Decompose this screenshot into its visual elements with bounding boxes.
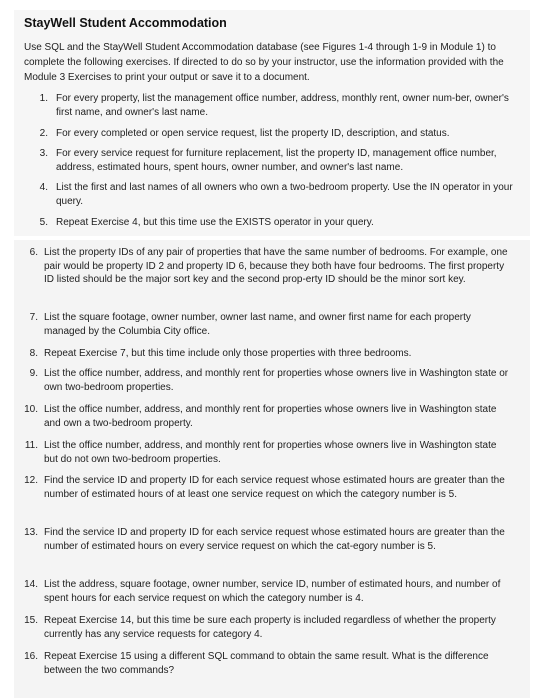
- exercise-number: 8.: [29, 348, 38, 359]
- exercise-text: For every property, list the management office number, address, monthly rent, owner num-ber, owner's first name, and owner's last name.: [56, 93, 509, 118]
- exercise-number: 3.: [39, 148, 48, 159]
- exercise-number: 15.: [24, 615, 38, 626]
- exercise-number: 14.: [24, 579, 38, 590]
- exercise-number: 11.: [24, 440, 38, 451]
- exercise-text: List the first and last names of all owners who own a two-bedroom property. Use the IN operator in your query.: [56, 182, 513, 207]
- exercise-text: List the office number, address, and monthly rent for properties whose owners live in Washington state or own two-bedroom properties.: [44, 368, 509, 393]
- exercise-text: For every completed or open service request, list the property ID, description, and status.: [56, 128, 450, 139]
- exercise-number: 1.: [39, 93, 48, 104]
- exercise-number: 12.: [24, 475, 38, 486]
- exercise-text: Repeat Exercise 15 using a different SQL command to obtain the same result. What is the difference between the two commands?: [44, 651, 489, 676]
- exercise-text: For every service request for furniture replacement, list the property ID, management office number, address, estimated hours, spent hours, owner number, and owner's last name.: [56, 148, 497, 173]
- exercise-text: List the property IDs of any pair of properties that have the same number of bedrooms. For example, one pair would be property ID 2 and property ID 6, because they both have four bedrooms. The first property ID listed should be the major sort key and the second prop-erty ID should be the minor sort key.: [44, 247, 508, 285]
- exercise-number: 4.: [39, 182, 48, 193]
- exercise-text: List the office number, address, and monthly rent for properties whose owners live in Washington state but do not own two-bedroom properties.: [44, 440, 497, 465]
- exercise-number: 16.: [24, 651, 38, 662]
- exercise-text: List the address, square footage, owner number, service ID, number of estimated hours, and number of spent hours for each service request on which the category number is 4.: [44, 579, 501, 604]
- exercise-number: 9.: [29, 368, 38, 379]
- exercise-number: 6.: [29, 247, 38, 258]
- intro-paragraph: Use SQL and the StayWell Student Accommodation database (see Figures 1-4 through 1-9 in Module 1) to complete the following exercises. If directed to do so by your instructor, use the information provided with the Module 3 Exercises to print your output or save it to a document.: [24, 42, 504, 83]
- exercise-number: 7.: [29, 312, 38, 323]
- exercise-text: Find the service ID and property ID for each service request whose estimated hours are greater than the number of estimated hours on every service request on which the cat-egory number is 5.: [44, 527, 505, 552]
- exercise-text: Repeat Exercise 14, but this time be sure each property is included regardless of whether the property currently has any service requests for category 4.: [44, 615, 496, 640]
- exercise-number: 13.: [24, 527, 38, 538]
- exercise-number: 5.: [39, 217, 48, 228]
- exercise-text: Find the service ID and property ID for each service request whose estimated hours are greater than the number of estimated hours of at least one service request on which the category number is 5.: [44, 475, 505, 500]
- exercise-text: Repeat Exercise 7, but this time include only those properties with three bedrooms.: [44, 348, 412, 359]
- exercise-number: 10.: [24, 404, 38, 415]
- exercise-text: Repeat Exercise 4, but this time use the EXISTS operator in your query.: [56, 217, 374, 228]
- exercise-number: 2.: [39, 128, 48, 139]
- exercise-text: List the square footage, owner number, owner last name, and owner first name for each property managed by the Columbia City office.: [44, 312, 471, 337]
- exercise-text: List the office number, address, and monthly rent for properties whose owners live in Washington state and own a two-bedroom property.: [44, 404, 497, 429]
- page-title: StayWell Student Accommodation: [24, 16, 227, 30]
